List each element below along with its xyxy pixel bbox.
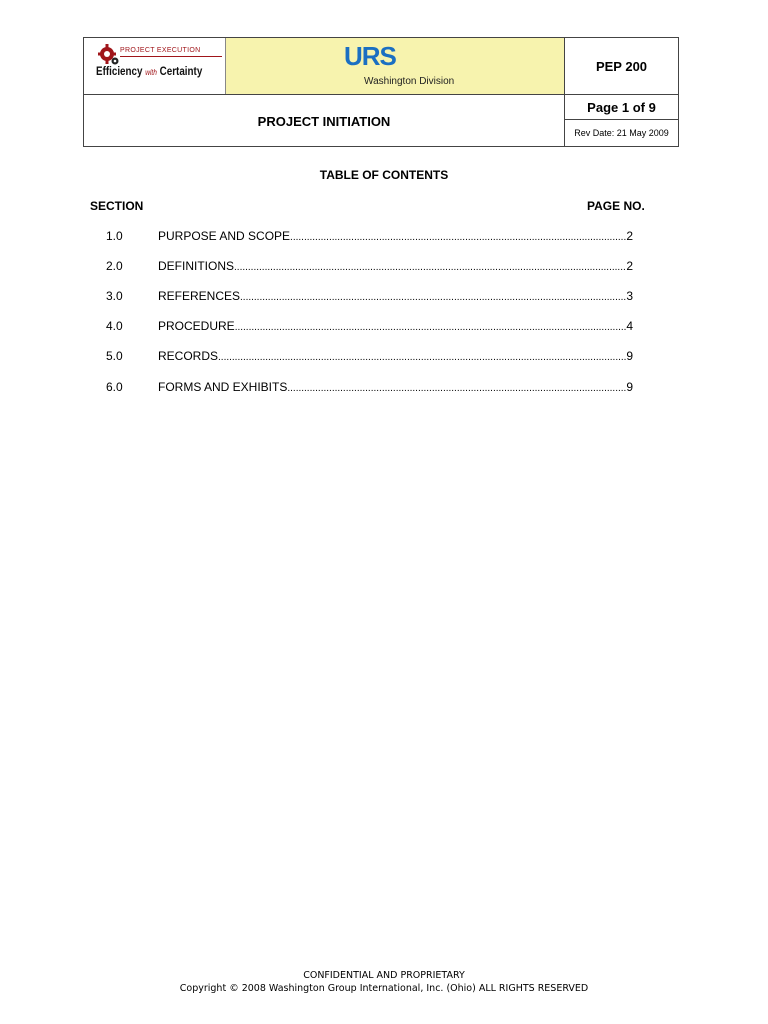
toc-item-page: 9 xyxy=(626,380,633,394)
logo-word-with: with xyxy=(145,68,157,77)
document-id: PEP 200 xyxy=(595,58,648,74)
toc-item-number: 4.0 xyxy=(106,319,123,333)
page-indicator: Page 1 of 9 xyxy=(565,94,678,120)
toc-item-page: 4 xyxy=(626,319,633,333)
toc-item-page: 9 xyxy=(626,349,633,363)
toc-item-number: 6.0 xyxy=(106,380,123,394)
page-column-header: PAGE NO. xyxy=(587,199,645,213)
toc-item[interactable] xyxy=(90,380,633,396)
toc-item-label: PURPOSE AND SCOPE xyxy=(158,229,291,243)
gear-icon xyxy=(98,44,120,66)
toc-item-label: RECORDS xyxy=(158,349,219,363)
toc-leader-dots xyxy=(240,292,626,303)
toc-item-page: 2 xyxy=(626,259,633,273)
document-header xyxy=(83,37,679,147)
toc-item-number: 2.0 xyxy=(106,259,123,273)
toc-item[interactable] xyxy=(90,319,633,335)
toc-leader-dots xyxy=(235,322,627,333)
division-name: Washington Division xyxy=(364,76,455,87)
footer-confidential: CONFIDENTIAL AND PROPRIETARY xyxy=(303,970,465,981)
logo-rule xyxy=(120,56,222,57)
toc-item[interactable] xyxy=(90,259,633,275)
toc-title: TABLE OF CONTENTS xyxy=(319,168,449,182)
toc-item-page: 2 xyxy=(626,229,633,243)
company-logo-cell xyxy=(226,38,565,94)
toc-item-label: DEFINITIONS xyxy=(158,259,235,273)
logo-tagline: PROJECT EXECUTION xyxy=(120,47,201,54)
toc-item-label: FORMS AND EXHIBITS xyxy=(158,380,288,394)
logo-word-certainty: Certainty xyxy=(159,64,203,78)
toc-item-label: REFERENCES xyxy=(158,289,241,303)
logo-word-efficiency: Efficiency xyxy=(96,64,143,78)
footer-copyright: Copyright © 2008 Washington Group International, Inc. (Ohio) ALL RIGHTS RESERVED xyxy=(179,983,589,994)
toc-item-number: 3.0 xyxy=(106,289,123,303)
logo-wordmark xyxy=(96,64,202,78)
section-column-header: SECTION xyxy=(90,199,144,213)
toc-item[interactable] xyxy=(90,289,633,305)
toc-item-label: PROCEDURE xyxy=(158,319,235,333)
toc-leader-dots xyxy=(290,232,626,243)
revision-date: Rev Date: 21 May 2009 xyxy=(574,128,669,138)
toc-leader-dots xyxy=(218,352,626,363)
project-execution-logo xyxy=(84,38,226,94)
urs-logo: URS xyxy=(344,41,396,71)
toc-item-number: 5.0 xyxy=(106,349,123,363)
toc-leader-dots xyxy=(234,262,626,273)
toc-item-number: 1.0 xyxy=(106,229,123,243)
toc-item-page: 3 xyxy=(626,289,633,303)
document-title: PROJECT INITIATION xyxy=(84,94,565,146)
toc-leader-dots xyxy=(287,383,626,394)
toc-item[interactable] xyxy=(90,349,633,365)
toc-item[interactable] xyxy=(90,229,633,245)
